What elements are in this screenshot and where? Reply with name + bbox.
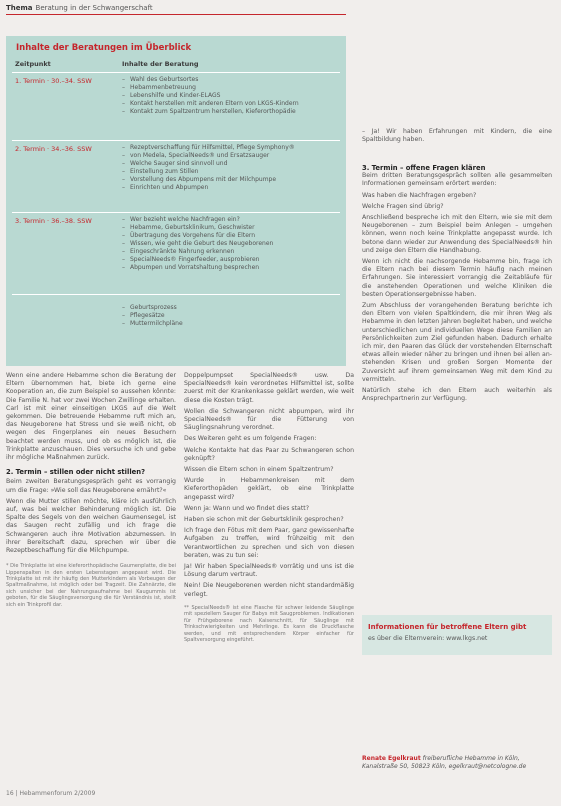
col2-p2: Wollen die Schwangeren nicht abpumpen, wird ihr SpecialNeeds® für die Fütterung von Säuglingsnahrung verordnet. [184,407,354,432]
col3-p5: Natürlich stehe ich den Eltern auch weiterhin als Ansprechpartnerin zur Verfügung. [362,387,552,403]
list-item: Nein! Die Neugeborenen werden nicht standardmäßig verlegt. [184,582,354,598]
list-item: – Kontakt herstellen mit anderen Eltern von LKGS-Kindern [122,100,338,108]
row-time: 1. Termin · 30.–34. SSW [15,77,92,85]
col3-p3: Wenn ich nicht die nachsorgende Hebamme bin, frage ich die Eltern nach bei diesem Termin häufig nach meinen Erfahrungen. Sie interessiert vorrangig die Zeitabläufe für die anstehenden Operationen und welche Kliniken die besten Operationsergebnisse haben. [362,258,552,298]
col-content-header: Inhalte der Beratung [122,60,199,68]
list-item: – Eingeschränkte Nahrung erkennen [122,248,338,256]
list-item: – Muttermilchpläne [122,320,338,328]
list-item: – Einstellung zum Stillen [122,168,338,176]
col3-p4: Zum Abschluss der vorangehenden Beratung berichte ich den Eltern von vielen Spaltkindern, die mir ihren Weg als Hebamme in den letzten Jahren begleitet haben, und welche unterschiedlichen und individuellen Wege diese Familien an Persönlichkeiten zum Ziel gefunden haben. Dadurch erhalte ich mir, den Paaren das Glück der vorstehenden Elternschaft etwas allein wieder näher zu bringen und ihnen bei allen an- stehenden Krisen und großen Sorgen Momente der Zuversicht auf ihrem gemeinsamen Weg mit dem Kind zu vermitteln. [362,302,552,383]
page-footer: 16 | Hebammenforum 2/2009 [6,790,96,797]
col2-p3: Des Weiteren geht es um folgende Fragen: [184,435,317,443]
col3-p1: Beim dritten Beratungsgespräch sollten alle gesammelten Informationen gemeinsam erörtert werden: [362,172,552,188]
col1-heading-text: 2. Termin – stillen oder nicht stillen? [6,468,146,477]
author-name: Renate Egelkraut [362,755,421,762]
list-item: Welche Kontakte hat das Paar zu Schwangeren schon geknüpft? [184,446,354,462]
col3-p2: Anschließend bespreche ich mit den Eltern, wie sie mit dem Neugeborenen – zum Beispiel beim Anlegen – umgehen können, wenn noch keine Trinkplatte angepasst wurde. Ich betone dann wieder zur Anwendung des SpecialNeeds® hin und zeige den Eltern die Handhabung. [362,214,552,254]
list-item: Welche Fragen sind übrig? [362,202,444,210]
row-items [122,216,338,272]
list-item: Was haben die Nachfragen ergeben? [362,191,477,199]
col2-footnote: ** SpecialNeeds® ist eine Flasche für schwer leidende Säuglinge mit speziellem Sauger für Babys mit Saugproblemen. Indikationen für Frühgeborene nach Kaiserschnitt, für Säuglinge mit Trinkschwierigkeiten und Mehrlinge. Es kann die Druckflasche werden, und mit entsprechendem Körper einfacher für Spaltversorgung eingeführt. [184,604,354,643]
column-1 [6,372,176,611]
row-time: 3. Termin · 36.–38. SSW [15,217,92,225]
page-header [6,4,153,12]
overview-box [6,36,346,366]
list-item: Haben sie schon mit der Geburtsklinik gesprochen? [184,516,344,524]
header-title: Beratung in der Schwangerschaft [35,4,153,12]
list-item: – Abpumpen und Vorratshaltung besprechen [122,264,338,272]
list-item: – Wahl des Geburtsortes [122,76,338,84]
list-item: – Wer bezieht welche Nachfragen ein? [122,216,338,224]
column-2 [184,372,354,646]
col1-p1: Wenn eine andere Hebamme schon die Beratung der Eltern übernommen hat, biete ich gerne eine Kooperation an, die zum Beispiel so aussehen könnte: Die Familie N. hat vor zwei Wochen Zwillinge erhalten. Carl ist mit einer einseitigen LKGS auf die Welt gekommen. Die betreuende Hebamme ruft mich an, das Neugeborene hat Stress und sie weiß nicht, ob wegen des Fingerplanes ein neues Besuchern beachtet werden muss, und ob es möglich ist, die Trinkplatte anzuschauen. Dies versuche ich und gebe ihr mögliche Maßnahmen zurück. [6,372,176,462]
list-item: – Einrichten und Abpumpen [122,184,338,192]
col1-p2: Beim zweiten Beratungsgespräch geht es vorrangig um die Frage: »Wie soll das Neugeborene ernährt?« [6,478,176,494]
header-section: Thema [6,4,33,12]
list-item: – Vorstellung des Abpumpens mit der Milchpumpe [122,176,338,184]
col3-heading: 3. Termin – offene Fragen klären [362,164,486,172]
overview-row-4 [12,298,340,358]
col1-footnote: * Die Trinkplatte ist eine kieferorthopädische Gaumenplatte, die bei Lippenspalten in den ersten Lebenstagen angepasst wird. Die Trinkplatte ist mit ihr häufig den Mutterkindern als Vorbeugen der Spaltmaßnahme, ist möglich oder bei Tragzeit. Die Zahnärzte, die sich unsicher bei der Nahrungsaufnahme bei Kaugummis ist geboten, für die Säuglingsversorgung die für Verständnis ist, stellt sich ein Trinkprofil dar. [6,563,176,608]
list-item: – SpecialNeeds® Fingerfeeder, ausprobieren [122,256,338,264]
list-item: Wenn ja: Wann und wo findet dies statt? [184,504,309,512]
list-item: Wurde in Hebammenkreisen mit dem Kieferorthopäden geklärt, ob eine Trinkplatte angepasst wird? [184,477,354,501]
list-item: – Hebamme, Geburtsklinikum, Geschwister [122,224,338,232]
author-desc: freiberufliche Hebamme in Köln, Kanalstraße 50, 50823 Köln, egelkraut@netcologne.de [362,755,527,770]
header-rule [6,14,346,15]
list-item: – Wissen, wie geht die Geburt des Neugeborenen [122,240,338,248]
col1-p3: Wenn die Mutter stillen möchte, kläre ich ausführlich auf, was bei welcher Behinderung möglich ist. Die Spalte des Segels von den weichen Gaumensegel, ist das Saugen recht zufällig und ich frage die Schwangeren auch ihre Motivation abzumessen. In ihrer Bereitschaft dazu, sprechen wir über die Rezeptbeschaffung für die Milchpumpe. [6,497,176,555]
list-item: Ja! Wir haben SpecialNeeds® vorrätig und uns ist die Lösung darum vertraut. [184,563,354,579]
author-block [362,755,552,771]
list-item: Wissen die Eltern schon in einem Spaltzentrum? [184,466,334,474]
row-items [122,144,338,192]
side-top-text: – Ja! Wir haben Erfahrungen mit Kindern, die eine Spaltbildung haben. [362,128,552,144]
list-item: – von Medela, SpecialNeeds® und Ersatzsauger [122,152,338,160]
col2-p1: Doppelpumpset SpecialNeeds® usw. Da SpecialNeeds® kein verordnetes Hilfsmittel ist, sollte zuerst mit der Krankenkasse geklärt werden, wie weit diese die Kosten trägt. [184,372,354,404]
info-box [362,615,552,655]
col1-heading [6,468,176,476]
overview-row-3 [12,214,340,295]
list-item: – Lebenshilfe und Kinder-ELAGS [122,92,338,100]
list-item: – Rezeptverschaffung für Hilfsmittel, Pflege Symphony® [122,144,338,152]
list-item: – Geburtsprozess [122,304,338,312]
list-item: – Übertragung des Vorgehens für die Eltern [122,232,338,240]
col2-p4: Ich frage den Fötus mit dem Paar, ganz gewissenhafte Aufgaben zu treffen, wird frühzeitig mit den Verantwortlichen zu sprechen und sich von diesen beraten, was zu tun sei: [184,527,354,559]
column-3 [362,164,552,406]
list-item: – Kontakt zum Spaltzentrum herstellen, Kieferorthopädie [122,108,338,116]
col-time-header: Zeitpunkt [15,60,51,68]
overview-row-1 [12,74,340,141]
info-box-link[interactable]: es über die Elternverein: www.lkgs.net [368,635,488,642]
overview-box-title: Inhalte der Beratungen im Überblick [16,43,192,53]
row-time: 2. Termin · 34.–36. SSW [15,145,92,153]
row-items [122,76,338,116]
overview-box-header [12,58,340,73]
list-item: – Hebammenbetreuung [122,84,338,92]
list-item: – Pflegesätze [122,312,338,320]
list-item: – Welche Sauger sind sinnvoll und [122,160,338,168]
info-box-title: Informationen für betroffene Eltern gibt [368,623,527,631]
overview-row-2 [12,142,340,213]
row-items [122,304,338,328]
